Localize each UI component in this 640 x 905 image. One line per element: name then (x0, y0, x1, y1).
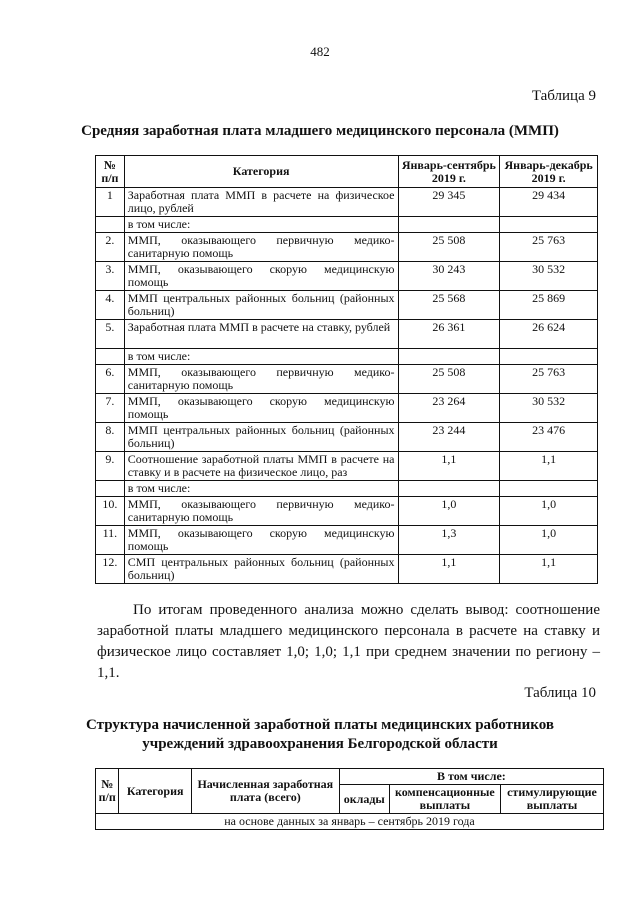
row-category: ММП, оказывающего первичную медико-санитарную помощь (124, 497, 398, 526)
row-value-period2: 29 434 (500, 188, 598, 217)
table9-header-category: Категория (124, 156, 398, 188)
row-num: 7. (96, 394, 125, 423)
row-num: 3. (96, 262, 125, 291)
row-category: Заработная плата ММП в расчете на ставку, рублей (124, 320, 398, 349)
row-value-period1: 25 508 (398, 233, 500, 262)
table9-title: Средняя заработная плата младшего медицинского персонала (ММП) (81, 123, 559, 139)
table10-caption: Таблица 10 (524, 685, 596, 701)
row-num: 8. (96, 423, 125, 452)
row-value-period1: 1,0 (398, 497, 500, 526)
row-value-period2: 25 763 (500, 365, 598, 394)
table-row (96, 526, 598, 555)
table10-header-incentive: стимулирующие выплаты (500, 785, 603, 814)
table-row (96, 555, 598, 584)
row-value-period1 (398, 217, 500, 233)
row-category: ММП, оказывающего первичную медико-санитарную помощь (124, 365, 398, 394)
row-category: ММП, оказывающего скорую медицинскую помощь (124, 526, 398, 555)
row-num: 6. (96, 365, 125, 394)
row-value-period2: 30 532 (500, 262, 598, 291)
table9-caption: Таблица 9 (531, 88, 596, 104)
table-row (96, 291, 598, 320)
row-category: ММП, оказывающего скорую медицинскую помощь (124, 262, 398, 291)
row-num: 9. (96, 452, 125, 481)
row-value-period2: 1,0 (500, 526, 598, 555)
row-value-period1: 1,1 (398, 555, 500, 584)
row-category: Соотношение заработной платы ММП в расчете на ставку и в расчете на физическое лицо, раз (124, 452, 398, 481)
table10-header-compensation: компенсационные выплаты (389, 785, 500, 814)
row-value-period1 (398, 349, 500, 365)
table10-title-line1: Структура начисленной заработной платы медицинских работников (86, 717, 554, 733)
row-value-period2: 1,0 (500, 497, 598, 526)
table10-title (0, 716, 640, 754)
row-value-period2: 30 532 (500, 394, 598, 423)
row-num (96, 481, 125, 497)
table10-header-category: Категория (119, 769, 191, 814)
table-row (96, 452, 598, 481)
row-value-period2: 25 763 (500, 233, 598, 262)
table9-header-period2: Январь-декабрь 2019 г. (500, 156, 598, 188)
row-value-period2: 1,1 (500, 452, 598, 481)
row-value-period2: 25 869 (500, 291, 598, 320)
table-row (96, 217, 598, 233)
page-number: 482 (310, 44, 330, 59)
row-num: 10. (96, 497, 125, 526)
table-row (96, 188, 598, 217)
table-row (96, 497, 598, 526)
row-category: Заработная плата ММП в расчете на физическое лицо, рублей (124, 188, 398, 217)
row-num: 12. (96, 555, 125, 584)
table9 (95, 155, 598, 584)
row-value-period1: 30 243 (398, 262, 500, 291)
row-value-period1: 1,1 (398, 452, 500, 481)
row-value-period1: 29 345 (398, 188, 500, 217)
row-value-period1 (398, 481, 500, 497)
table10-basis-row: на основе данных за январь – сентябрь 2019 года (96, 814, 604, 830)
table9-header-period1: Январь-сентябрь 2019 г. (398, 156, 500, 188)
row-category: СМП центральных районных больниц (районных больниц) (124, 555, 398, 584)
table10-header-salaries: оклады (339, 785, 389, 814)
table-row (96, 233, 598, 262)
table-row (96, 320, 598, 349)
table10-header-num: № п/п (96, 769, 119, 814)
table-row (96, 814, 604, 830)
table-row (96, 365, 598, 394)
row-category: в том числе: (124, 217, 398, 233)
row-num: 4. (96, 291, 125, 320)
row-category: ММП центральных районных больниц (районных больниц) (124, 291, 398, 320)
row-value-period1: 23 264 (398, 394, 500, 423)
row-value-period2: 23 476 (500, 423, 598, 452)
row-category: в том числе: (124, 481, 398, 497)
row-category: в том числе: (124, 349, 398, 365)
row-category: ММП, оказывающего первичную медико-санитарную помощь (124, 233, 398, 262)
row-category: ММП, оказывающего скорую медицинскую помощь (124, 394, 398, 423)
table10 (95, 768, 604, 830)
row-num: 11. (96, 526, 125, 555)
table-row (96, 349, 598, 365)
table10-header-including: В том числе: (339, 769, 603, 785)
row-num: 1 (96, 188, 125, 217)
row-value-period2: 26 624 (500, 320, 598, 349)
row-value-period1: 1,3 (398, 526, 500, 555)
table-row (96, 423, 598, 452)
row-value-period2: 1,1 (500, 555, 598, 584)
row-category: ММП центральных районных больниц (районных больниц) (124, 423, 398, 452)
table9-body (96, 188, 598, 584)
row-value-period1: 26 361 (398, 320, 500, 349)
row-value-period2 (500, 349, 598, 365)
row-value-period1: 25 508 (398, 365, 500, 394)
table10-header-total: Начисленная заработная плата (всего) (191, 769, 339, 814)
table-row (96, 481, 598, 497)
row-value-period2 (500, 217, 598, 233)
row-value-period1: 23 244 (398, 423, 500, 452)
conclusion-paragraph: По итогам проведенного анализа можно сделать вывод: соотношение заработной платы младшего медицинского персонала в расчете на ставку и физическое лицо составляет 1,0; 1,0; 1,1 при среднем значении по региону – 1,1. (97, 602, 600, 681)
row-num (96, 217, 125, 233)
table10-title-line2: учреждений здравоохранения Белгородской области (142, 736, 498, 752)
table-row (96, 262, 598, 291)
table-row (96, 394, 598, 423)
row-num: 5. (96, 320, 125, 349)
row-num: 2. (96, 233, 125, 262)
table9-header-num: № п/п (96, 156, 125, 188)
row-value-period2 (500, 481, 598, 497)
row-value-period1: 25 568 (398, 291, 500, 320)
row-num (96, 349, 125, 365)
